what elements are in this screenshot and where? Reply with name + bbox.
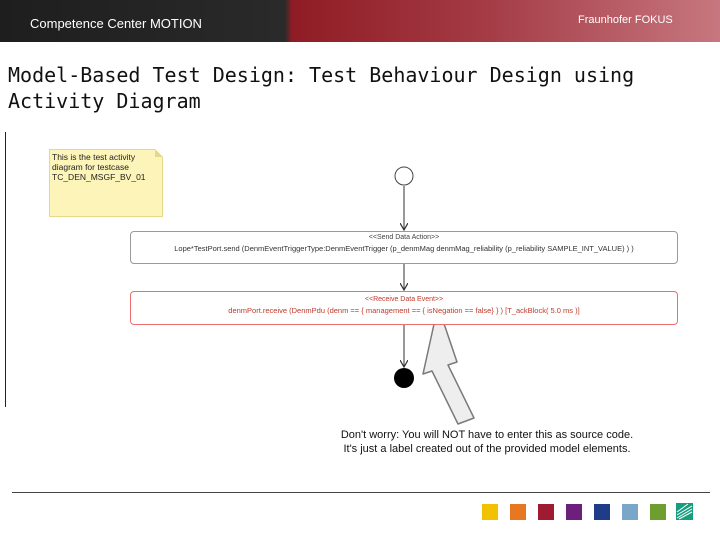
color-swatch xyxy=(622,504,638,520)
header-left-text: Competence Center MOTION xyxy=(30,16,202,31)
footer-divider xyxy=(12,492,710,493)
slide-title: Model-Based Test Design: Test Behaviour Design using Activity Diagram xyxy=(8,63,635,113)
color-swatch xyxy=(566,504,582,520)
color-swatch xyxy=(510,504,526,520)
color-swatch xyxy=(650,504,666,520)
color-swatch xyxy=(538,504,554,520)
header-right-text: Fraunhofer FOKUS xyxy=(578,14,673,26)
receive-data-event xyxy=(130,291,678,325)
send-action-stereotype: <<Send Data Action>> xyxy=(368,234,440,241)
fraunhofer-logo-icon xyxy=(676,503,693,520)
color-swatch xyxy=(594,504,610,520)
receive-event-text: denmPort.receive (DenmPdu (denm == { management == { isNegation == false} } ) [T_ackBlock( 5.0 ms )] xyxy=(228,306,580,315)
send-action-text: Lope*TestPort.send (DenmEventTriggerType:DenmEventTrigger (p_denmMag denmMag_reliability (p_reliability SAMPLE_INT_VALUE) ) ) xyxy=(174,244,634,253)
final-node xyxy=(394,368,414,388)
caption-line-2: It's just a label created out of the provided model elements. xyxy=(343,443,631,455)
caption-line-1: Don't worry: You will NOT have to enter this as source code. xyxy=(340,429,634,441)
note-text: This is the test activity diagram for testcase TC_DEN_MSGF_BV_01 xyxy=(52,152,146,182)
send-data-action xyxy=(130,231,678,264)
color-swatch xyxy=(482,504,498,520)
caption xyxy=(322,428,652,456)
receive-event-stereotype: <<Receive Data Event>> xyxy=(364,296,444,303)
initial-node xyxy=(395,167,413,185)
